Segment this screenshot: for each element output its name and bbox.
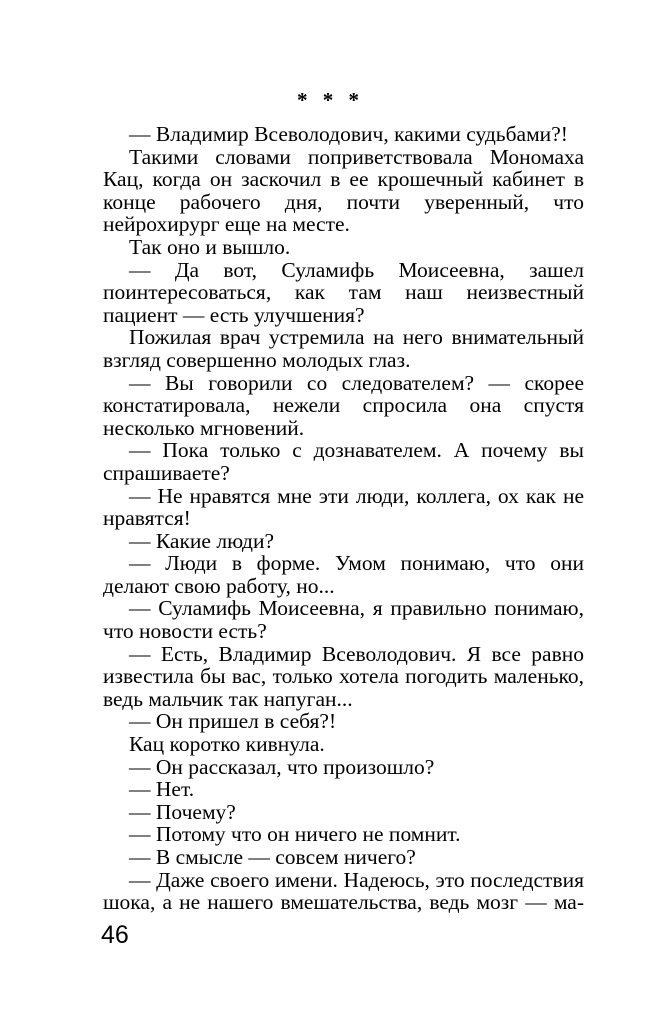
paragraph: — Почему? [129, 799, 236, 824]
paragraph: — Вы говорили со следователем? — скорее констатировала, нежели спросила она спустя несколько мгновений. [103, 370, 584, 440]
paragraph: — Да вот, Суламифь Моисеевна, зашел поинтересоваться, как там наш неизвестный пациент — есть улучшения? [103, 257, 584, 327]
paragraph: — Нет. [129, 777, 195, 802]
paragraph: Кац коротко кивнула. [129, 732, 325, 757]
paragraph: — Не нравятся мне эти люди, коллега, ох как не нравятся! [103, 483, 584, 531]
paragraph: — Он рассказал, что произошло? [129, 754, 435, 779]
section-separator: * * * [297, 88, 364, 112]
paragraph: — Даже своего имени. Надеюсь, это последствия шока, а не нашего вмешательства, ведь мозг — ма- [103, 867, 584, 915]
paragraph: — Люди в форме. Умом понимаю, что они делают свою работу, но... [103, 551, 584, 598]
paragraph: — Владимир Всеволодович, какими судьбами?! [129, 122, 568, 146]
body-text [103, 123, 584, 914]
paragraph: Так оно и вышло. [129, 234, 291, 259]
paragraph: — В смысле — совсем ничего? [129, 845, 416, 869]
paragraph: — Он пришел в себя?! [129, 709, 337, 734]
paragraph: — Пока только с дознавателем. А почему вы спрашиваете? [103, 438, 584, 485]
paragraph: — Потому что он ничего не помнит. [129, 822, 461, 847]
paragraph: — Какие люди? [129, 528, 275, 553]
paragraph: — Суламифь Моисеевна, я правильно понимаю, что новости есть? [103, 596, 584, 644]
paragraph: — Есть, Владимир Всеволодович. Я все равно известила бы вас, только хотела погодить маленько, ведь мальчик так напуган... [103, 641, 584, 711]
paragraph: Пожилая врач устремила на него внимательный взгляд совершенно молодых глаз. [103, 325, 584, 372]
paragraph: Такими словами поприветствовала Мономаха Кац, когда он заскочил в ее крошечный кабинет в конце рабочего дня, почти уверенный, что нейрохирург еще на месте. [103, 144, 584, 237]
page-number: 46 [101, 921, 129, 949]
